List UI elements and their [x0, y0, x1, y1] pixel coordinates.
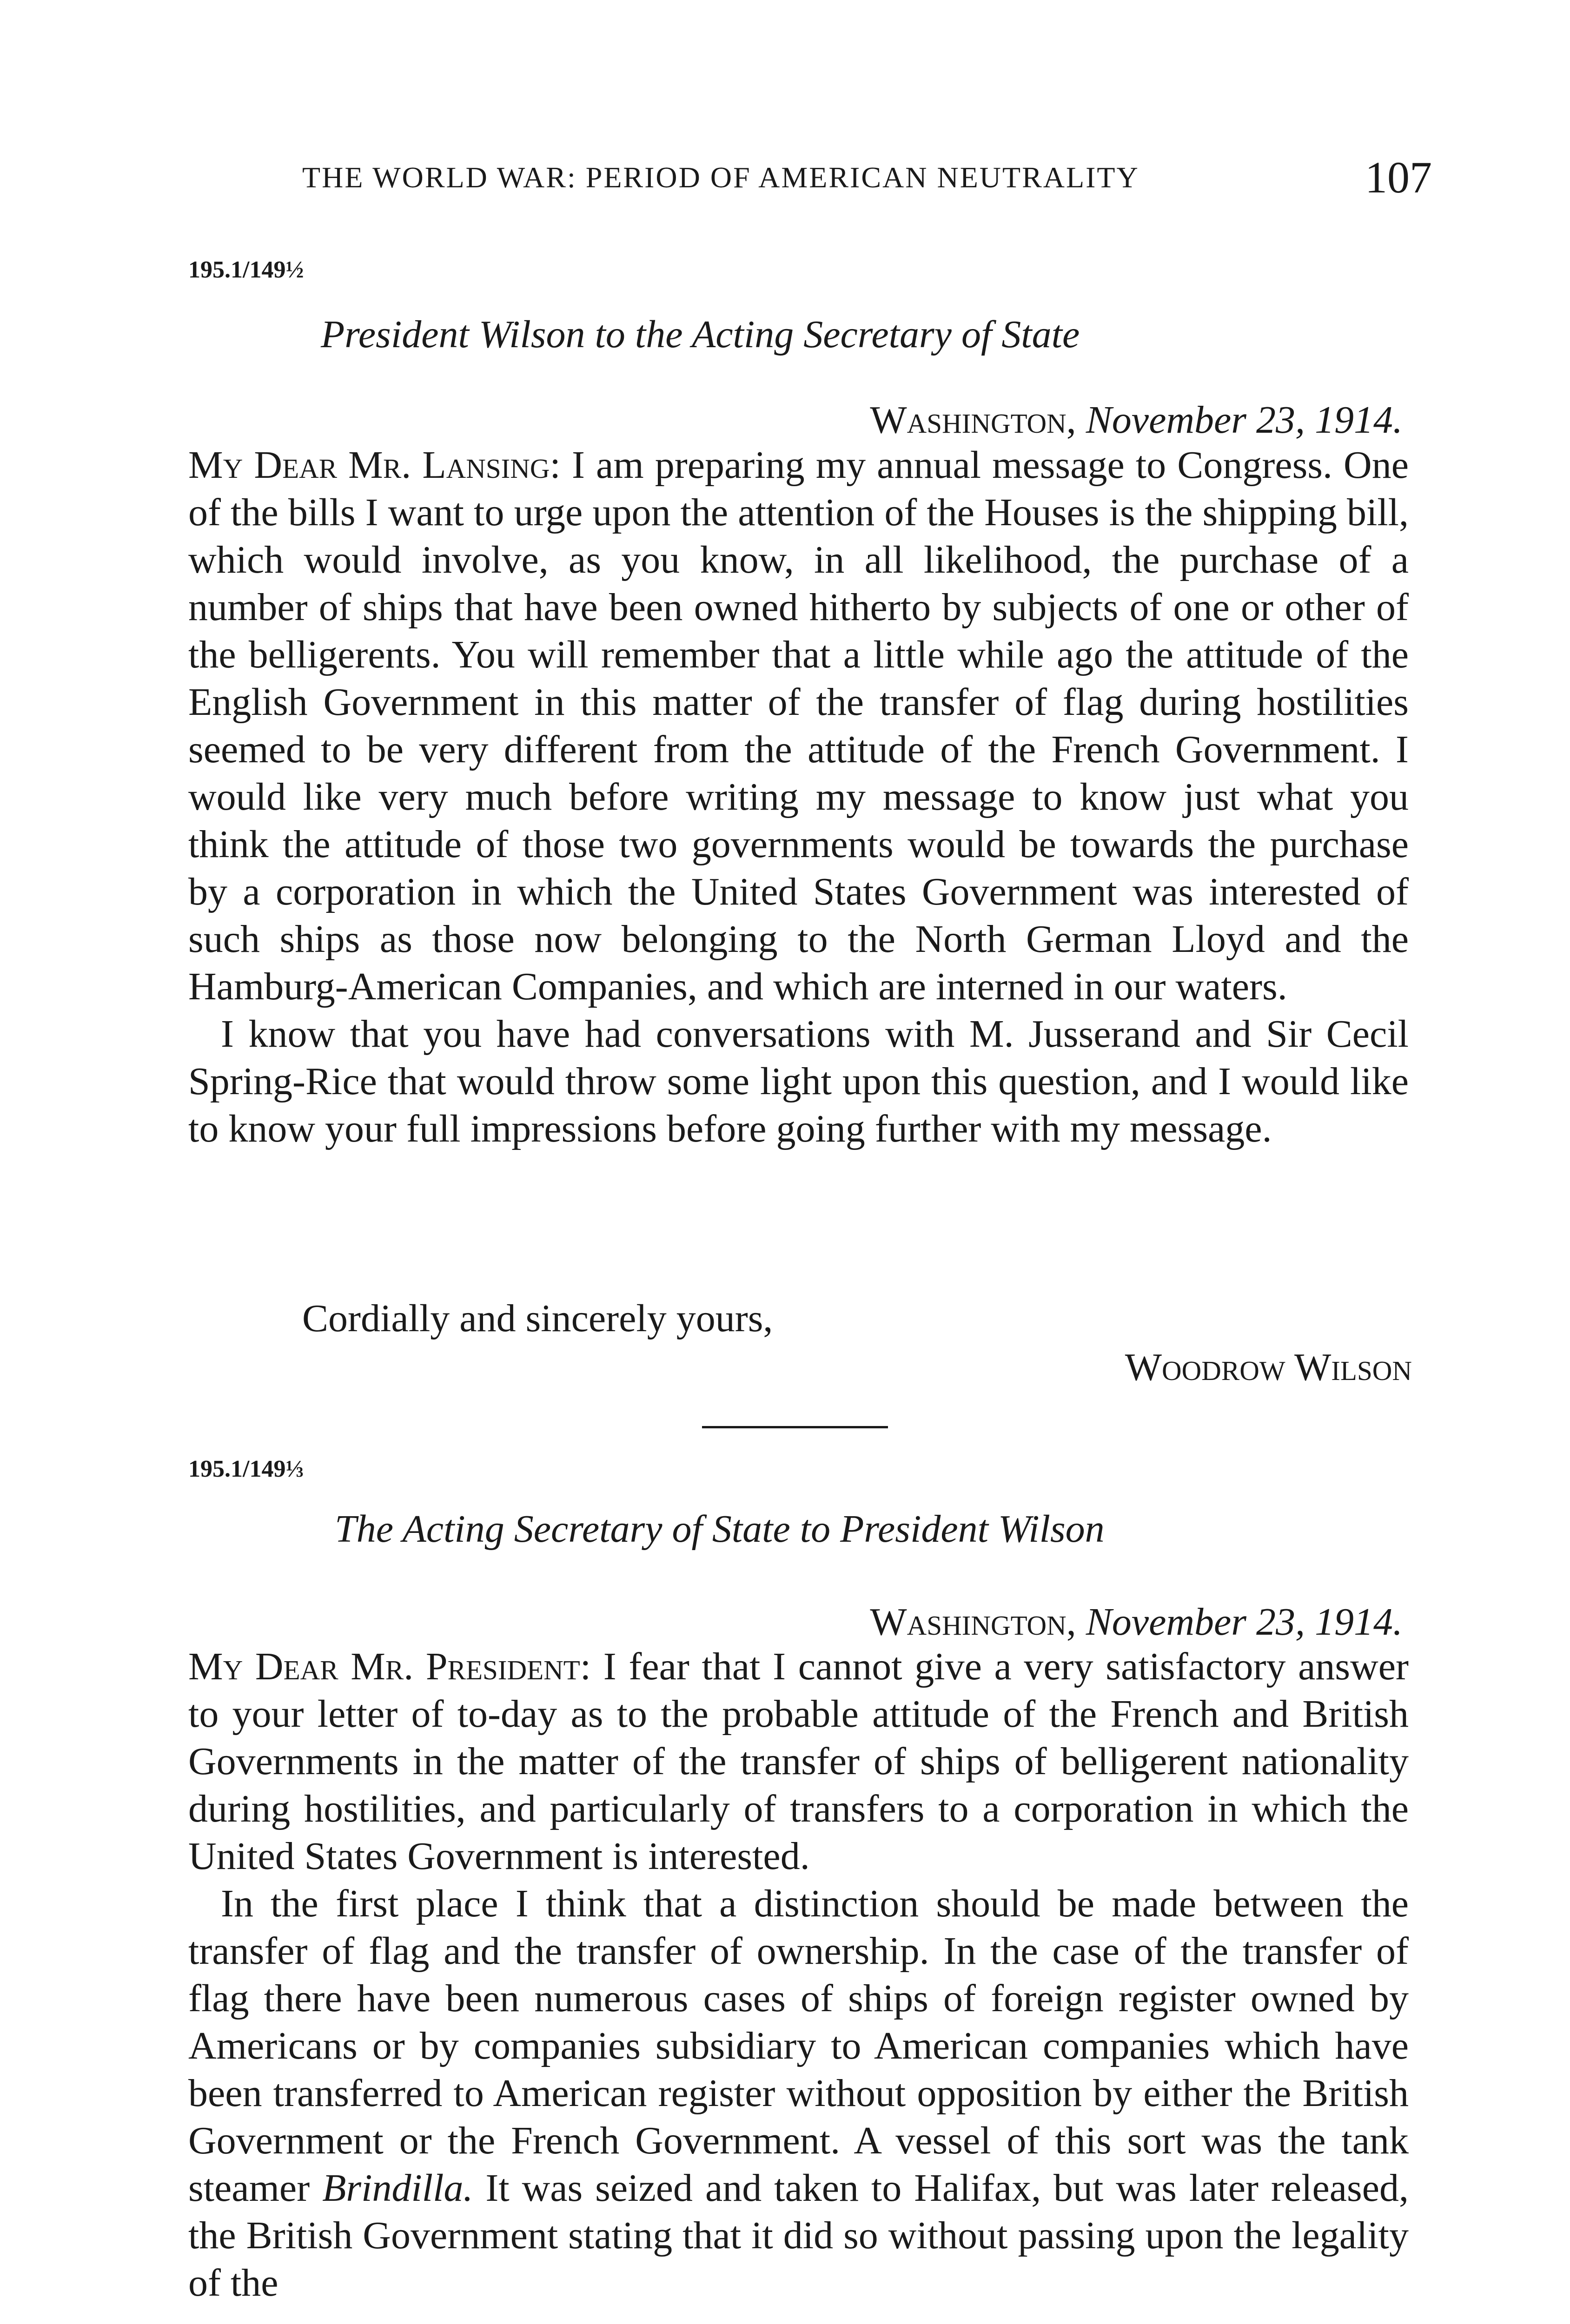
- paragraph: [188, 1880, 1409, 2307]
- signature-1: Woodrow Wilson: [1125, 1346, 1412, 1389]
- dateline-2: [870, 1600, 1403, 1644]
- paragraph-text: It was seized and taken to Halifax, but was later released, the British Government stating that it did so without passing upon the legality of the: [188, 2166, 1409, 2304]
- salutation-1: My Dear Mr. Lansing:: [188, 443, 561, 487]
- paragraph-text: In the first place I think that a distinction should be made between the transfer of flag and the transfer of ownership. In the case of the transfer of flag there have been numerous cases of ships of foreign register owned by Americans or by companies subsidiary to American companies which have been transferred to American register without opposition by either the British Government or the French Government. A vessel of this sort was the tank steamer: [188, 1882, 1409, 2210]
- vessel-name: Brindilla.: [322, 2166, 473, 2210]
- running-title: THE WORLD WAR: PERIOD OF AMERICAN NEUTRALITY: [302, 161, 1139, 194]
- dateline-date-1: November 23, 1914.: [1086, 398, 1403, 442]
- dateline-date-2: November 23, 1914.: [1086, 1600, 1403, 1644]
- document-title-2: The Acting Secretary of State to President Wilson: [335, 1507, 1105, 1551]
- page-number: 107: [1365, 152, 1432, 202]
- paragraph: [188, 1010, 1409, 1153]
- paragraph-text: I am preparing my annual message to Congress. One of the bills I want to urge upon the attention of the Houses is the shipping bill, which would involve, as you know, in all likelihood, the purchase of a number of ships that have been owned hitherto by subjects of one or other of the belligerents. You will remember that a little while ago the attitude of the English Government in this matter of the transfer of flag during hostilities seemed to be very different from the attitude of the French Government. I would like very much before writing my message to know just what you think the attitude of those two governments would be towards the purchase by a corporation in which the United States Government was interested of such ships as those now belonging to the North German Lloyd and the Hamburg-American Companies, and which are interned in our waters.: [188, 443, 1409, 1008]
- letter-body-1: [188, 442, 1409, 1153]
- letter-body-2: [188, 1643, 1409, 2307]
- section-divider: [702, 1426, 888, 1428]
- closing-1: Cordially and sincerely yours,: [302, 1297, 773, 1340]
- dateline-1: [870, 398, 1403, 442]
- paragraph: [188, 1643, 1409, 1880]
- file-number-1: 195.1/149½: [188, 257, 304, 283]
- dateline-place-2: Washington,: [870, 1600, 1076, 1644]
- running-header: [302, 152, 1432, 202]
- dateline-place-1: Washington,: [870, 398, 1076, 442]
- paragraph: [188, 442, 1409, 1010]
- salutation-2: My Dear Mr. President:: [188, 1645, 591, 1688]
- document-title-1: President Wilson to the Acting Secretary of State: [321, 313, 1080, 356]
- paragraph-text: I fear that I cannot give a very satisfactory answer to your letter of to-day as to the probable attitude of the French and British Governments in the matter of the transfer of ships of belligerent nationality during hostilities, and particularly of transfers to a corporation in which the United States Government is interested.: [188, 1645, 1409, 1878]
- file-number-2: 195.1/149⅓: [188, 1456, 304, 1482]
- paragraph-text: I know that you have had conversations with M. Jusserand and Sir Cecil Spring-Rice that would throw some light upon this question, and I would like to know your full impressions before going further with my message.: [188, 1012, 1409, 1150]
